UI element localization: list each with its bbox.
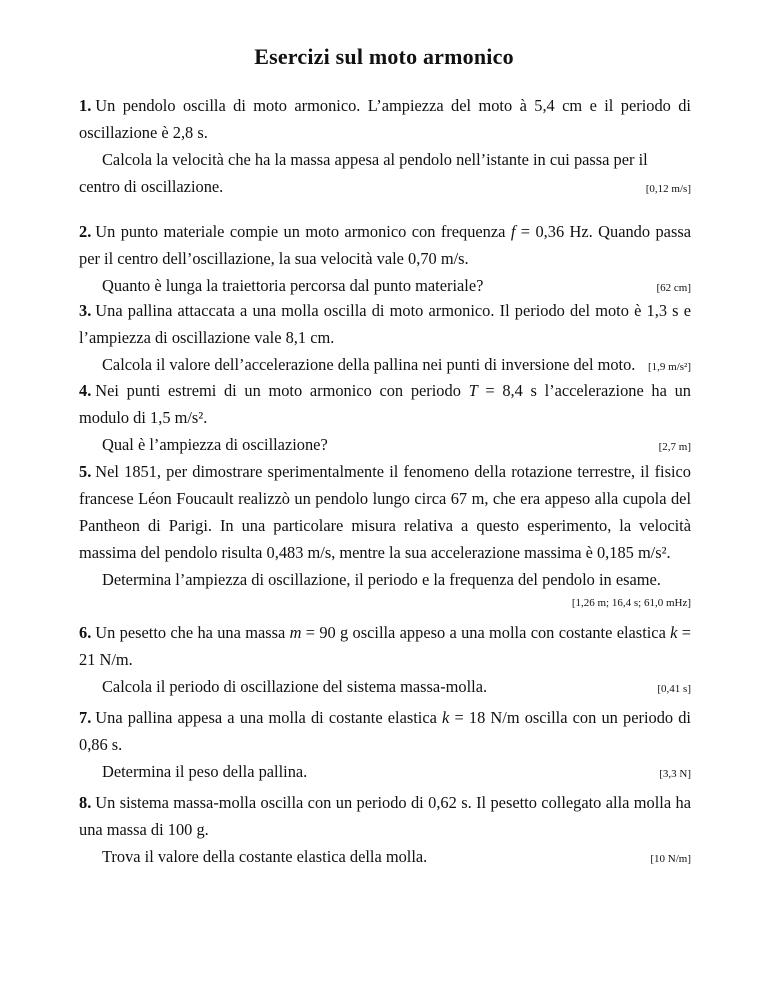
exercise-7 (79, 704, 691, 788)
exercise-6 (79, 619, 691, 703)
exercise-statement: Un punto materiale compie un moto armonico con frequenza (95, 222, 511, 241)
exercise-number: 8. (79, 793, 92, 812)
exercise-question: Calcola il periodo di oscillazione del sistema massa-molla. (102, 677, 488, 696)
exercise-4: 4. Nei punti estremi di un moto armonico con periodo T = 8,4 s l’accelerazione ha un modulo di 1,5 m/s². Qual è l’ampiezza di oscillazione? [2,7 m] (79, 377, 691, 461)
exercise-question: Determina l’ampiezza di oscillazione, il periodo e la frequenza del pendolo in esame. (102, 570, 661, 589)
variable-symbol: f (510, 222, 516, 241)
exercise-answer: [62 cm] (656, 282, 691, 294)
variable-symbol: T (468, 381, 478, 400)
exercise-5 (79, 458, 691, 613)
exercise-statement: = 18 N/m oscilla con un periodo di 0,86 s. (79, 708, 691, 754)
exercise-number: 7. (79, 708, 92, 727)
variable-symbol: m (289, 623, 302, 642)
exercise-statement: = 90 g oscilla appeso a una molla con costante elastica (301, 623, 671, 642)
exercise-answer: [1,26 m; 16,4 s; 61,0 mHz] (571, 597, 691, 609)
exercise-answer: [1,9 m/s²] (647, 361, 691, 373)
exercise-number: 3. (79, 301, 92, 320)
exercise-answer: [10 N/m] (650, 853, 691, 865)
exercise-question: Quanto è lunga la traiettoria percorsa dal punto materiale? (102, 276, 484, 295)
exercise-8 (79, 789, 691, 873)
exercise-question: Determina il peso della pallina. (102, 762, 308, 781)
exercise-statement: Nei punti estremi di un moto armonico con periodo (95, 381, 469, 400)
variable-symbol: k (442, 708, 450, 727)
exercise-question-line: Calcola la velocità che ha la massa appesa al pendolo nell’istante in cui passa per il (102, 150, 648, 169)
variable-symbol: k (670, 623, 678, 642)
exercise-statement: = 21 N/m. (79, 623, 692, 669)
exercise-question: Qual è l’ampiezza di oscillazione? (102, 435, 328, 454)
exercise-number: 1. (79, 96, 92, 115)
page-title: Esercizi sul moto armonico (254, 44, 514, 69)
exercise-question: Calcola il valore dell’accelerazione della pallina nei punti di inversione del moto. (102, 355, 636, 374)
exercise-statement: Un pendolo oscilla di moto armonico. L’ampiezza del moto à 5,4 cm e il periodo di oscillazione è 2,8 s. (79, 96, 691, 142)
exercise-statement: Un sistema massa-molla oscilla con un periodo di 0,62 s. Il pesetto collegato alla molla ha una massa di 100 g. (79, 793, 691, 839)
exercise-statement: Una pallina appesa a una molla di costante elastica (95, 708, 443, 727)
exercise-answer: [3,3 N] (659, 768, 691, 780)
exercise-statement: Una pallina attaccata a una molla oscilla di moto armonico. Il periodo del moto è 1,3 s e l’ampiezza di oscillazione vale 8,1 cm. (79, 301, 691, 347)
exercise-question-line: centro di oscillazione. (79, 177, 224, 196)
exercise-statement: = 0,36 Hz. Quando passa per il centro dell’oscillazione, la sua velocità vale 0,70 m/s. (79, 222, 691, 268)
exercise-number: 2. (79, 222, 92, 241)
exercise-number: 4. (79, 381, 92, 400)
exercise-answer: [2,7 m] (658, 441, 691, 453)
exercise-question: Trova il valore della costante elastica della molla. (102, 847, 428, 866)
exercise-2 (79, 218, 691, 302)
exercise-number: 6. (79, 623, 92, 642)
exercise-answer: [0,12 m/s] (645, 183, 691, 195)
exercise-number: 5. (79, 462, 92, 481)
exercise-statement: Un pesetto che ha una massa (95, 623, 290, 642)
exercise-1 (79, 92, 691, 203)
exercise-statement: Nel 1851, per dimostrare sperimentalmente il fenomeno della rotazione terrestre, il fisico francese Léon Foucault realizzò un pendolo lungo circa 67 m, che era appeso alla cupola del Pantheon di Parigi. In una particolare misura relativa a questo esperimento, la velocità massima del pendolo risulta 0,483 m/s, mentre la sua accelerazione massima è 0,185 m/s². (79, 462, 691, 562)
exercise-answer: [0,41 s] (657, 683, 691, 695)
exercise-3 (79, 297, 691, 381)
exercise-statement: = 8,4 s l’accelerazione ha un modulo di 1,5 m/s² (79, 381, 691, 427)
